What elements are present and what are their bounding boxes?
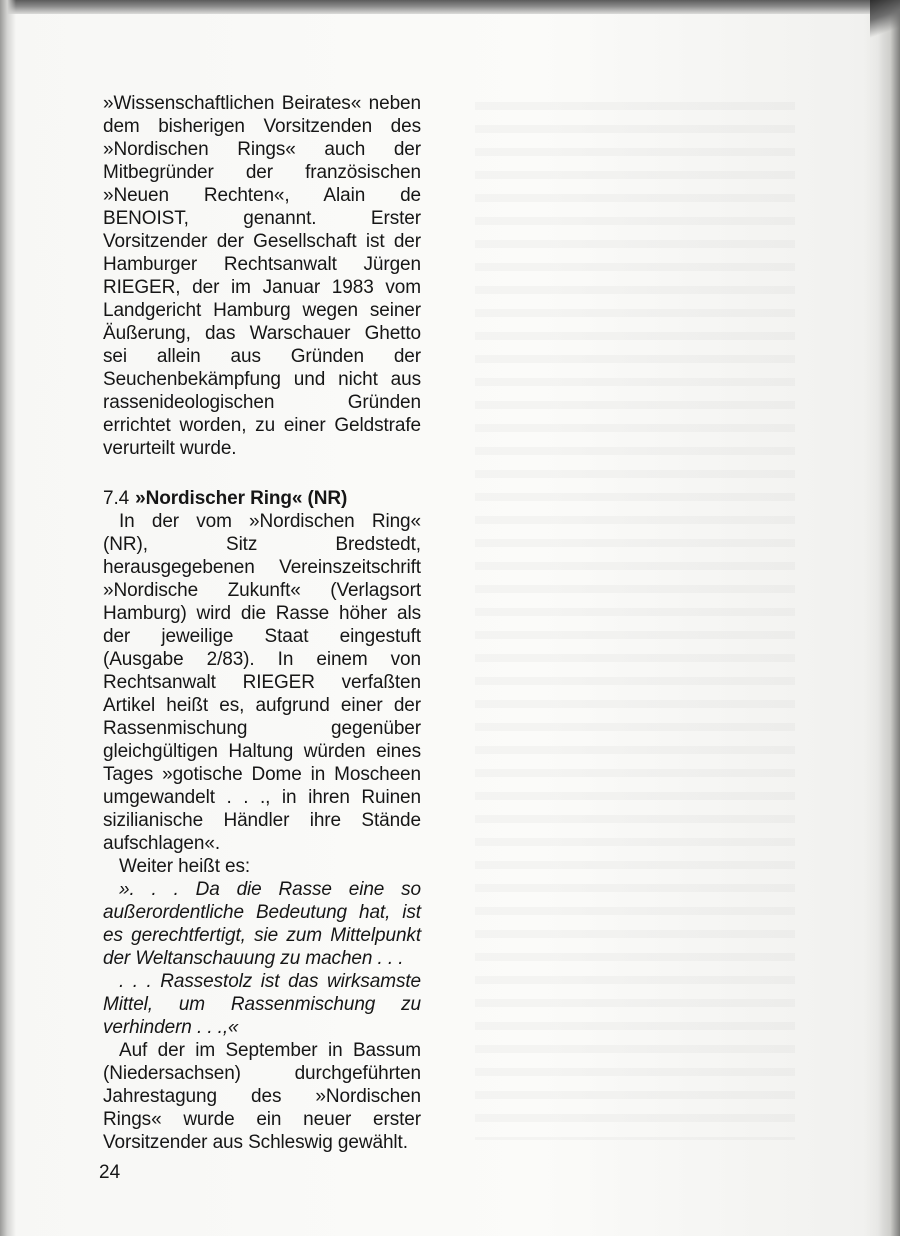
final-paragraph: Auf der im September in Bassum (Niedersachsen) durchgeführten Jahrestagung des »Nordischen Rings« wurde ein neuer erster Vorsitzender aus Schleswig gewählt. xyxy=(103,1040,421,1153)
binding-shadow xyxy=(0,0,16,1236)
page-edge-shadow xyxy=(878,0,900,1236)
page-corner-curl xyxy=(870,0,900,40)
text-column xyxy=(103,92,421,1154)
page-number: 24 xyxy=(99,1162,121,1183)
lead-in-line: Weiter heißt es: xyxy=(119,856,251,877)
show-through-text xyxy=(475,90,795,1140)
quote-paragraph-2: . . . Rassestolz ist das wirksamste Mittel, um Rassenmischung zu verhindern . . .,« xyxy=(103,971,421,1038)
section-number: 7.4 xyxy=(103,488,130,509)
section-heading xyxy=(103,487,421,510)
section-title: »Nordischer Ring« (NR) xyxy=(135,488,348,509)
section-paragraph: In der vom »Nordischen Ring« (NR), Sitz Bredstedt, herausgegebenen Vereinszeitschrift »Nordische Zukunft« (Verlagsort Hamburg) wird die Rasse höher als der jeweilige Staat eingestuft (Ausgabe 2/83). In einem von Rechtsanwalt RIEGER verfaßten Artikel heißt es, aufgrund einer der Rassenmischung gegenüber gleichgültigen Haltung würden eines Tages »gotische Dome in Moscheen umgewandelt . . ., in ihren Ruinen sizilianische Händler ihre Stände aufschlagen«. xyxy=(103,511,421,854)
paragraph-continued: »Wissenschaftlichen Beirates« neben dem bisherigen Vorsitzenden des »Nordischen Rings« auch der Mitbegründer der französischen »Neuen Rechten«, Alain de BENOIST, genannt. Erster Vorsitzender der Gesellschaft ist der Hamburger Rechtsanwalt Jürgen RIEGER, der im Januar 1983 vom Landgericht Hamburg wegen seiner Äußerung, das Warschauer Ghetto sei allein aus Gründen der Seuchenbekämpfung und nicht aus rassenideologischen Gründen errichtet worden, zu einer Geldstrafe verurteilt wurde. xyxy=(103,93,421,459)
quote-paragraph-1: ». . . Da die Rasse eine so außerordentliche Bedeutung hat, ist es gerechtfertigt, sie zum Mittelpunkt der Weltanschauung zu machen . . . xyxy=(103,879,421,969)
page-top-shadow xyxy=(0,0,900,14)
